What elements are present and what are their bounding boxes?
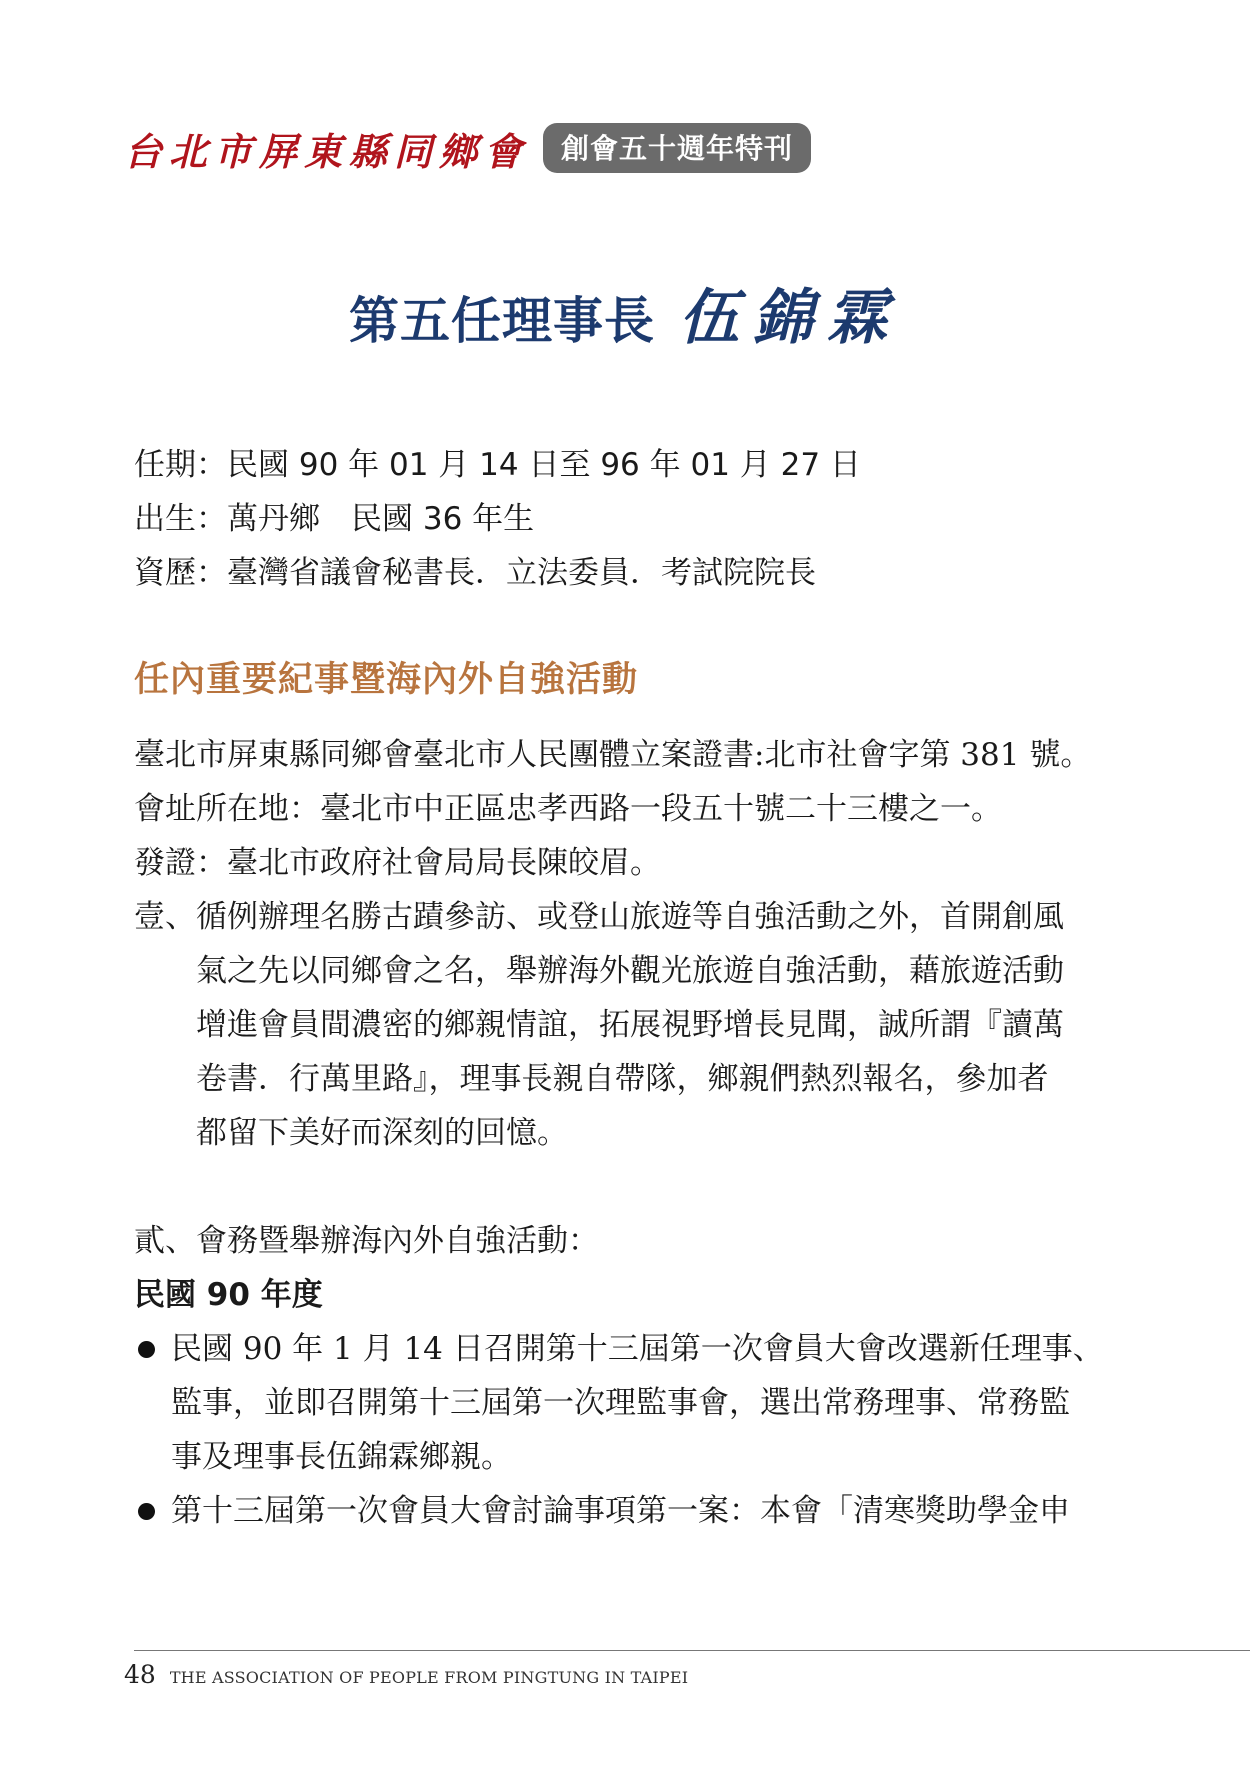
body-line: 發證：臺北市政府社會局局長陳皎眉。 — [134, 845, 661, 881]
info-term: 任期：民國 90 年 01 月 14 日至 96 年 01 月 27 日 — [134, 447, 861, 483]
footer-text: THE ASSOCIATION OF PEOPLE FROM PINGTUNG IN TAIPEI — [169, 1668, 689, 1687]
title-name: 伍錦霖 — [679, 283, 901, 353]
item-one-continuation: 增進會員間濃密的鄉親情誼，拓展視野增長見聞，誠所謂『讀萬 — [196, 1007, 1064, 1043]
item-two: 貳、會務暨舉辦海內外自強活動： — [134, 1223, 599, 1259]
bullet-item — [134, 1484, 1124, 1538]
section-heading: 任內重要紀事暨海內外自強活動 — [134, 660, 639, 700]
bullet-item — [134, 1322, 1124, 1376]
item-one-continuation: 都留下美好而深刻的回憶。 — [196, 1115, 568, 1151]
page-header — [124, 120, 811, 176]
item-one-continuation: 氣之先以同鄉會之名，舉辦海外觀光旅遊自強活動，藉旅遊活動 — [196, 953, 1064, 989]
body-line: 臺北市屏東縣同鄉會臺北市人民團體立案證書:北市社會字第 381 號。 — [134, 737, 1092, 773]
page-footer — [124, 1660, 688, 1689]
body-text — [134, 728, 1124, 1538]
paragraph-spacer — [134, 1160, 1124, 1214]
edition-badge: 創會五十週年特刊 — [543, 123, 811, 173]
bullet-continuation: 監事，並即召開第十三屆第一次理監事會，選出常務理事、常務監 — [171, 1385, 1070, 1421]
title-position: 第五任理事長 — [349, 291, 655, 350]
bullet-text: 民國 90 年 1 月 14 日召開第十三屆第一次會員大會改選新任理事、 — [171, 1331, 1104, 1367]
info-experience: 資歷：臺灣省議會秘書長．立法委員．考試院院長 — [134, 555, 816, 591]
profile-info — [134, 438, 861, 600]
year-heading: 民國 90 年度 — [134, 1277, 323, 1313]
bullet-text: 第十三屆第一次會員大會討論事項第一案：本會「清寒獎助學金申 — [171, 1493, 1070, 1529]
footer-divider — [134, 1650, 1250, 1651]
body-line: 會址所在地：臺北市中正區忠孝西路一段五十號二十三樓之一。 — [134, 791, 1002, 827]
organization-name: 台北市屏東縣同鄉會 — [124, 128, 530, 174]
page-number: 48 — [124, 1660, 156, 1689]
page-title — [0, 270, 1250, 356]
bullet-icon — [138, 1503, 155, 1520]
bullet-continuation: 事及理事長伍錦霖鄉親。 — [171, 1439, 512, 1475]
item-one-first-line: 壹、循例辦理名勝古蹟參訪、或登山旅遊等自強活動之外，首開創風 — [134, 899, 1064, 935]
bullet-icon — [138, 1341, 155, 1358]
item-one-continuation: 卷書．行萬里路』，理事長親自帶隊，鄉親們熱烈報名，參加者 — [196, 1061, 1049, 1097]
info-birth: 出生：萬丹鄉 民國 36 年生 — [134, 501, 535, 537]
